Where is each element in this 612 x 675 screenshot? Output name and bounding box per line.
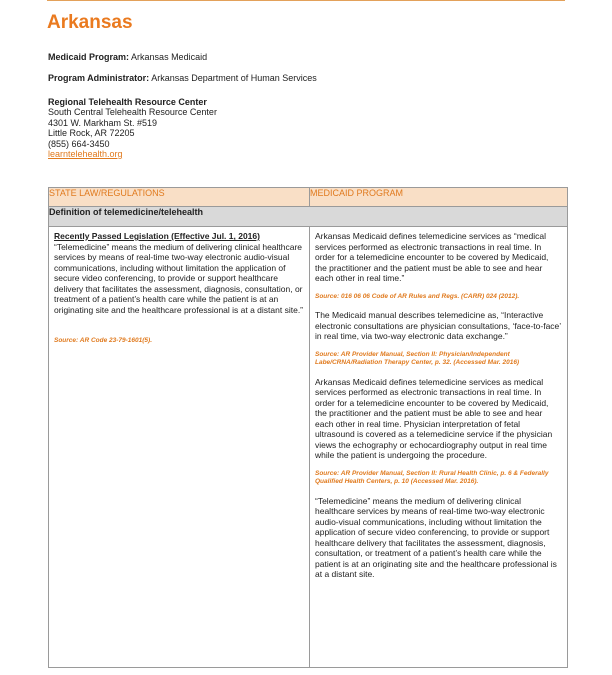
medicaid-program-line	[48, 52, 207, 62]
legislation-text: “Telemedicine” means the medium of delivering clinical healthcare services by means of real-time two-way electronic audio-visual communications, including without limitation the application of secure video conferencing, to provide or support healthcare delivery that facilitates the assessment, diagnosis, consultation, or treatment of a patient’s health care while the patient is at an originating site and the healthcare professional is at a distant site.”	[54, 241, 304, 315]
legislation-source: Source: AR Code 23-79-1601(5).	[54, 337, 153, 344]
state-law-cell	[49, 227, 310, 668]
section-header: Definition of telemedicine/telehealth	[49, 207, 568, 227]
program-administrator-label: Program Administrator:	[48, 73, 150, 83]
top-rule	[47, 0, 565, 1]
medicaid-text-4: “Telemedicine” means the medium of delivering clinical healthcare services by means of real-time two-way electronic audio-visual communications, including without limitation the application of secure video conferencing, to provide or support healthcare delivery that facilitates the assessment, diagnosis, consultation, or treatment of a patient’s health care while the patient is at an originating site and the healthcare professional is at a distant site.	[315, 495, 557, 579]
rtrc-address2: Little Rock, AR 72205	[48, 128, 135, 139]
medicaid-program-label: Medicaid Program:	[48, 52, 130, 62]
policy-table	[48, 187, 568, 668]
rtrc-address1: 4301 W. Markham St. #519	[48, 117, 158, 128]
medicaid-text-1: Arkansas Medicaid defines telemedicine services as “medical services performed as electronic transactions in real time. In order for a telemedicine encounter to be covered by Medicaid, the practitioner and the patient must be able to see and hear each other in real time.”	[315, 231, 549, 283]
col-header-state-law: STATE LAW/REGULATIONS	[49, 188, 310, 207]
rtrc-block	[48, 97, 217, 159]
program-administrator-line	[48, 73, 317, 83]
rtrc-name: South Central Telehealth Resource Center	[48, 107, 217, 118]
medicaid-cell	[310, 227, 568, 668]
medicaid-program-value: Arkansas Medicaid	[131, 52, 208, 62]
rtrc-link[interactable]: learntelehealth.org	[48, 149, 123, 160]
program-administrator-value: Arkansas Department of Human Services	[151, 73, 317, 83]
page-title: Arkansas	[47, 12, 133, 33]
medicaid-source-3: Source: AR Provider Manual, Section II: Rural Health Clinic, p. 6 & Federally Qualified Health Centers, p. 10 (Accessed Mar. 2016).	[315, 469, 549, 485]
medicaid-text-3: Arkansas Medicaid defines telemedicine services as medical services performed as electronic transactions in real time. In order for a telemedicine encounter to be covered by Medicaid, the practitioner and the patient must be able to see and hear each other in real time. Physician interpretation of fetal ultrasound is covered as a telemedicine service if the physician views the echography or echocardiography output in real time while the patient is undergoing the procedure.	[315, 376, 553, 460]
rtrc-phone: (855) 664-3450	[48, 138, 110, 149]
legislation-heading: Recently Passed Legislation (Effective Jul. 1, 2016)	[54, 231, 260, 241]
medicaid-source-1: Source: 016 06 06 Code of AR Rules and Regs. (CARR) 024 (2012).	[315, 292, 520, 300]
medicaid-source-2: Source: AR Provider Manual, Section II: Physician/Independent Labe/CRNA/Radiation Therapy Center, p. 32. (Accessed Mar. 2016)	[315, 350, 520, 366]
medicaid-text-2: The Medicaid manual describes telemedicine as, “Interactive electronic consultations are physician consultations, ‘face-to-face’ in real time, via two-way electronic data exchange.”	[315, 310, 561, 341]
rtrc-heading: Regional Telehealth Resource Center	[48, 97, 207, 107]
col-header-medicaid: MEDICAID PROGRAM	[310, 188, 568, 207]
